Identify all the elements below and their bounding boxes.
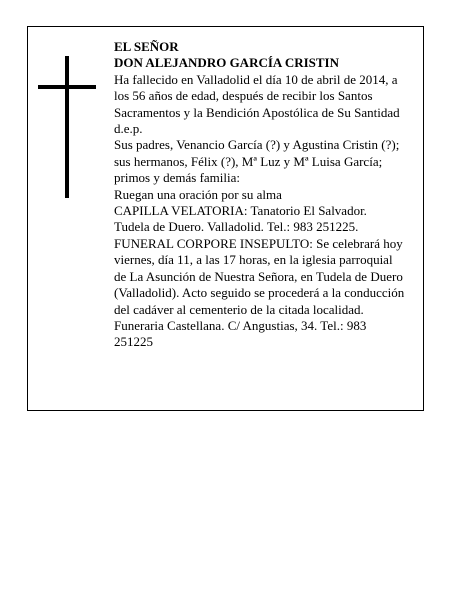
notice-line: Ruegan una oración por su alma	[114, 186, 282, 202]
cross-vertical-bar	[65, 56, 69, 198]
notice-line: FUNERAL CORPORE INSEPULTO: Se celebrará hoy	[114, 235, 403, 251]
notice-line: de La Asunción de Nuestra Señora, en Tudela de Duero	[114, 268, 403, 284]
notice-line: Tudela de Duero. Valladolid. Tel.: 983 251225.	[114, 219, 359, 235]
notice-line: Funeraria Castellana. C/ Angustias, 34. Tel.: 983	[114, 317, 367, 333]
notice-line: Sus padres, Venancio García (?) y Agustina Cristin (?);	[114, 137, 400, 153]
notice-line: viernes, día 11, a las 17 horas, en la iglesia parroquial	[114, 252, 393, 268]
notice-line: (Valladolid). Acto seguido se procederá a la conducción	[114, 285, 405, 301]
notice-line: 251225	[114, 334, 153, 350]
notice-line: d.e.p.	[114, 121, 143, 137]
deceased-name: DON ALEJANDRO GARCÍA CRISTIN	[114, 55, 340, 71]
obituary-notice	[27, 26, 424, 411]
cross-horizontal-bar	[38, 85, 96, 89]
notice-line: sus hermanos, Félix (?), Mª Luz y Mª Luisa García;	[114, 153, 383, 169]
notice-line: Sacramentos y la Bendición Apostólica de Su Santidad	[114, 104, 400, 120]
notice-line: los 56 años de edad, después de recibir los Santos	[114, 88, 373, 104]
notice-text	[114, 39, 424, 351]
deceased-title: EL SEÑOR	[114, 39, 179, 54]
cross-icon	[38, 56, 98, 198]
notice-line: Ha fallecido en Valladolid el día 10 de abril de 2014, a	[114, 71, 398, 87]
notice-line: del cadáver al cementerio de la citada localidad.	[114, 301, 364, 317]
notice-line: CAPILLA VELATORIA: Tanatorio El Salvador.	[114, 203, 367, 219]
notice-line: primos y demás familia:	[114, 170, 241, 186]
